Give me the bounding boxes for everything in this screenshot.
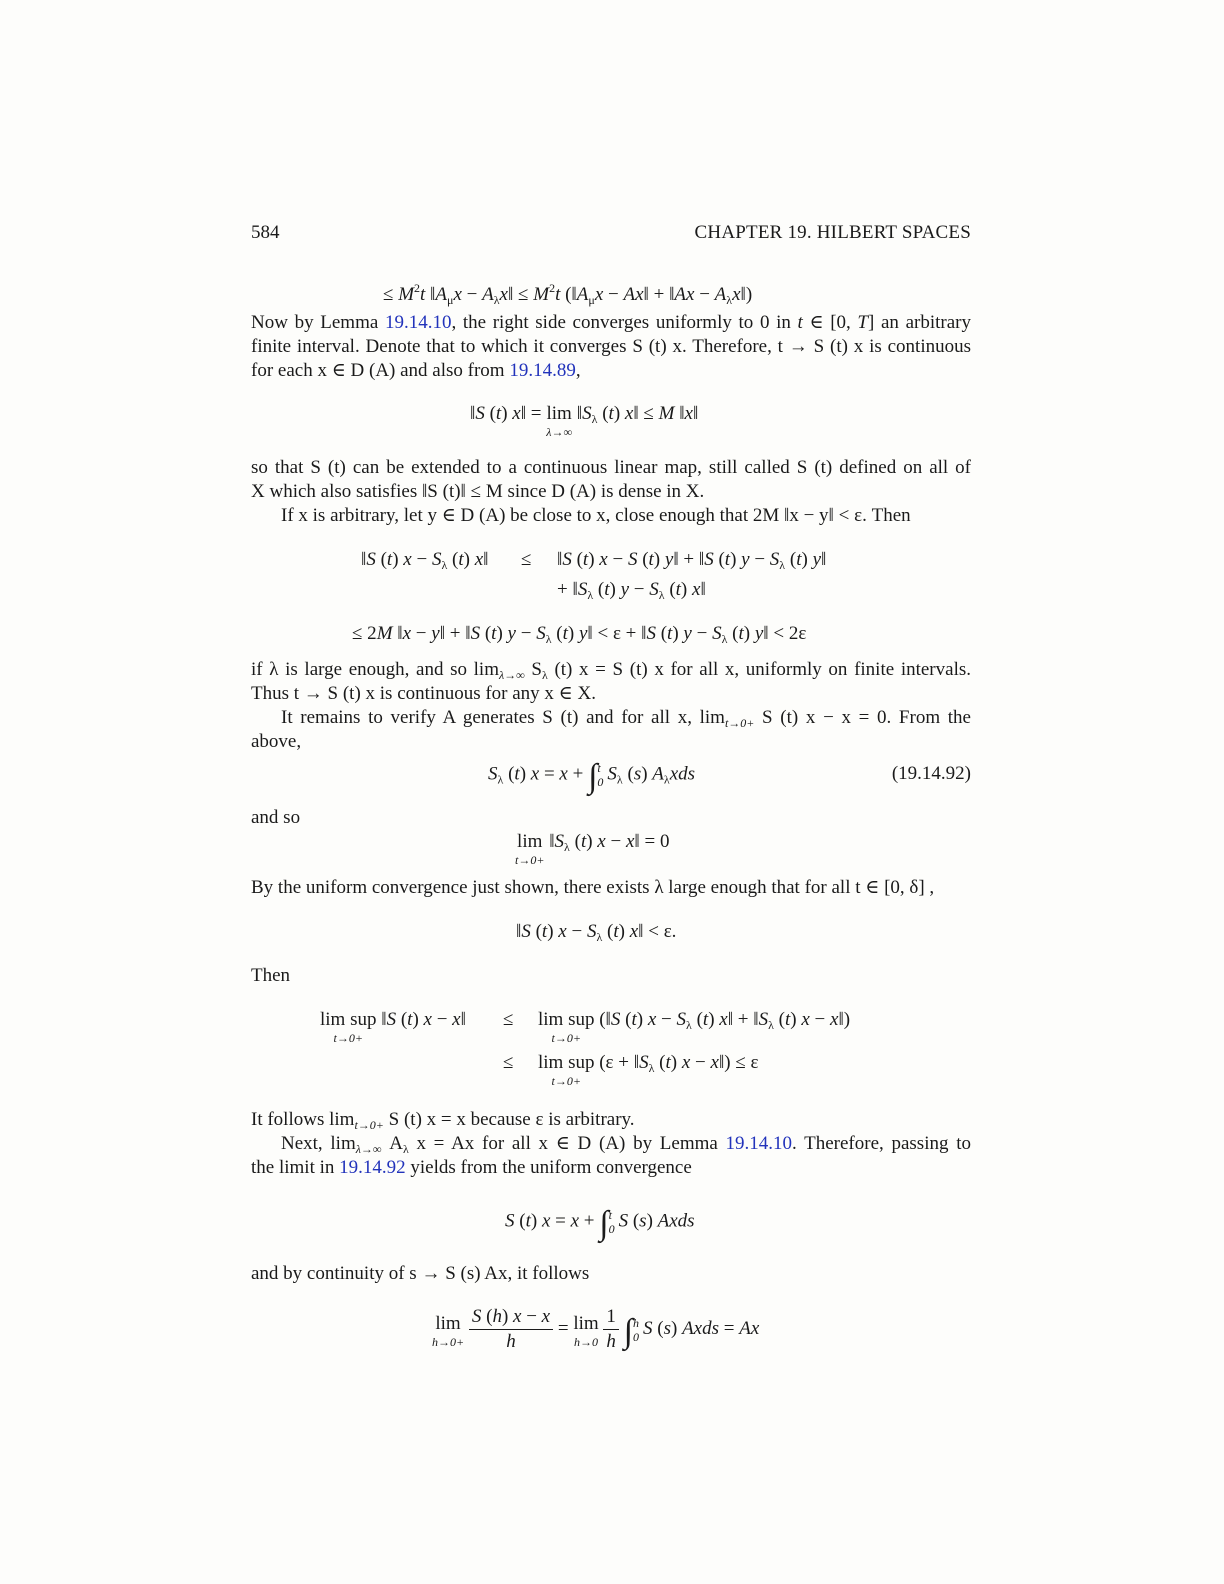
paragraph-line: By the uniform convergence just shown, there exists λ large enough that for all t ∈ [0, δ] , bbox=[251, 877, 935, 898]
paragraph-line: If x is arbitrary, let y ∈ D (A) be close to x, close enough that 2M ‖x − y‖ < ε. Then bbox=[281, 505, 911, 526]
paragraph-line: It follows $\lim_{t\to 0+} S$ (t) x = x because ε is arbitrary. bbox=[251, 1109, 635, 1132]
paragraph-line: and so bbox=[251, 807, 301, 828]
equation-norm-bound: ‖S (t) x‖ = lim λ→∞ $‖S_\lambda$ (t) x‖ ≤ M ‖x‖ bbox=[470, 403, 699, 439]
paragraph-line: if λ is large enough, and so $\lim_{\lambda\to\infty} S_\lambda$ (t) x = S (t) x for all x, uniformly on finite intervals. bbox=[251, 659, 971, 682]
relation-leq: ≤ bbox=[521, 549, 532, 570]
relation-leq: ≤ bbox=[503, 1052, 514, 1073]
equation-generator-limit: lim h→0+ $\frac{S (h) x - x}{h}$ = lim h→0 $\frac{1}{h}$ ∫h 0 S (s) Axds = Ax bbox=[432, 1306, 760, 1352]
paragraph-line: the limit in 19.14.92 yields from the uniform convergence bbox=[251, 1157, 692, 1178]
running-header: CHAPTER 19. HILBERT SPACES bbox=[694, 222, 971, 243]
equation-uniform-eps: ‖S (t) $x - S_\lambda$ (t) x‖ < ε. bbox=[516, 921, 677, 944]
equation-label: (19.14.92) bbox=[891, 763, 971, 784]
page-number: 584 bbox=[251, 222, 280, 243]
equation-link[interactable]: 19.14.92 bbox=[339, 1157, 406, 1178]
equation-triangle-rhs: ‖S (t) x − S (t) y‖ + ‖S (t) $y - S_\lambda$ (t) y‖ bbox=[557, 549, 827, 572]
equation-limit-zero: lim t→0+ $‖S_\lambda$ (t) x − x‖ = 0 bbox=[515, 831, 670, 867]
equation-limsup-rhs-1: lim sup t→0+ (‖S (t) $x - S_\lambda$ (t) x‖ + $‖S_\lambda$ (t) x − x‖) bbox=[538, 1009, 851, 1045]
equation-triangle-2: ≤ 2M ‖x − y‖ + ‖S (t) $y - S_\lambda$ (t) y‖ < ε + ‖S (t) $y - S_\lambda$ (t) y‖ < 2ε bbox=[352, 623, 807, 646]
equation-link[interactable]: 19.14.89 bbox=[509, 360, 576, 381]
paragraph-line: It remains to verify A generates S (t) and for all x, $\lim_{t\to 0+} S$ (t) x − x = 0. From the bbox=[281, 707, 971, 730]
paragraph-line: above, bbox=[251, 731, 302, 752]
equation-19-14-92: $S_\lambda$ (t) x = x + ∫t 0 $S_\lambda$ (s) $A_\lambda xds$ bbox=[488, 758, 696, 796]
equation-bound-top: ≤ $M^2t$ $‖A_\mu x$ − $A_\lambda x‖ \le M^2t$ ($‖A_\mu x$ − Ax‖ + ‖Ax − $A_\lambda x‖$) bbox=[383, 281, 753, 307]
equation-triangle-rhs-2: + $‖S_\lambda$ (t) $y - S_\lambda$ (t) x‖ bbox=[557, 579, 706, 602]
paragraph-line: so that S (t) can be extended to a continuous linear map, still called S (t) defined on all of bbox=[251, 457, 971, 478]
paragraph-line: Now by Lemma 19.14.10, the right side converges uniformly to 0 in t ∈ [0, T] an arbitrary bbox=[251, 312, 971, 333]
equation-semigroup-integral: S (t) x = x + ∫t 0 S (s) Axds bbox=[505, 1205, 695, 1243]
paragraph-line: for each x ∈ D (A) and also from 19.14.89, bbox=[251, 360, 581, 381]
lemma-link[interactable]: 19.14.10 bbox=[725, 1133, 793, 1154]
paragraph-line: Next, $\lim_{\lambda\to\infty} A_\lambda$ x = Ax for all x ∈ D (A) by Lemma 19.14.10. Therefore, passing to bbox=[281, 1133, 971, 1156]
equation-triangle-1: ‖S (t) $x - S_\lambda$ (t) x‖ bbox=[361, 549, 489, 572]
equation-limsup-lhs: lim sup t→0+ ‖S (t) x − x‖ bbox=[320, 1009, 466, 1045]
equation-limsup-rhs-2: lim sup t→0+ ($\varepsilon + ‖S_\lambda$ (t) x − x‖) ≤ ε bbox=[538, 1052, 759, 1088]
paragraph-line: Thus t → S (t) x is continuous for any x ∈ X. bbox=[251, 683, 596, 704]
paragraph-line: finite interval. Denote that to which it converges S (t) x. Therefore, t → S (t) x is continuous bbox=[251, 336, 971, 357]
paragraph-line: X which also satisfies ‖S (t)‖ ≤ M since D (A) is dense in X. bbox=[251, 481, 705, 502]
lemma-link[interactable]: 19.14.10 bbox=[384, 312, 452, 333]
paragraph-line: Then bbox=[251, 965, 291, 986]
paragraph-line: and by continuity of s → S (s) Ax, it follows bbox=[251, 1263, 590, 1284]
relation-leq: ≤ bbox=[503, 1009, 514, 1030]
